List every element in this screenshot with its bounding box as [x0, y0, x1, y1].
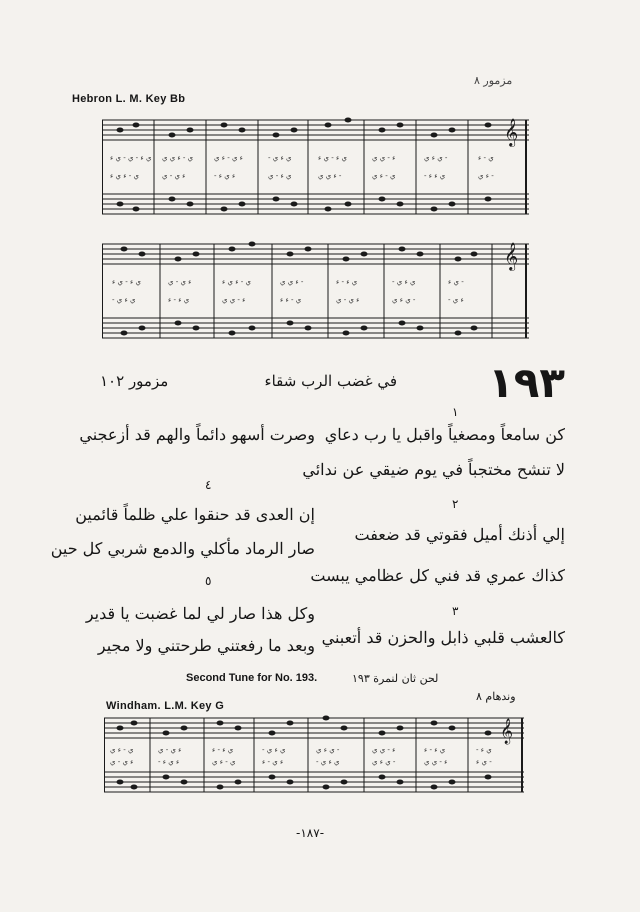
- page-number: -١٨٧-: [296, 826, 325, 840]
- music-system-1: [102, 108, 529, 228]
- verse-line: وكل هذا صار لي لما غضبت يا قدير: [85, 604, 315, 623]
- svg-text:ي ء - ء: ي ء - ء: [212, 746, 234, 754]
- svg-text:ء - ي ي: ء - ي ي: [424, 758, 448, 766]
- svg-text:- ي ء ي: - ي ء ي: [262, 746, 286, 754]
- svg-text:ي ء ي -: ي ء ي -: [424, 154, 448, 162]
- svg-text:ي ء - ي ء: ي ء - ي ء: [318, 154, 347, 162]
- svg-text:- ي ء ي: - ي ء ي: [392, 278, 416, 286]
- svg-text:ء ي - ي: ء ي - ي: [158, 746, 182, 754]
- psalm-reference: مزمور ١٠٢: [100, 372, 169, 390]
- svg-text:ي ء ي -: ي ء ي -: [372, 758, 396, 766]
- music-staff-2: [102, 232, 529, 352]
- verse-line: كن سامعاً ومصغياً واقبل يا رب دعاي: [324, 425, 565, 444]
- svg-text:ي ء ي -: ي ء ي -: [316, 746, 340, 754]
- svg-text:ي ء -: ي ء -: [448, 278, 464, 286]
- svg-text:ء - ي ي: ء - ي ي: [372, 746, 396, 754]
- hymn-number: ١٩٣: [488, 358, 565, 407]
- svg-text:ء ي - ء: ء ي - ء: [262, 758, 284, 766]
- verse-number: ١: [452, 405, 459, 419]
- svg-text:- ء ي: - ء ي: [448, 296, 464, 304]
- svg-text:- ي ء ي: - ي ء ي: [112, 296, 136, 304]
- tune-name-arabic: وندهام ٨: [476, 690, 516, 703]
- verse-line: كذاك عمري قد فني كل عظامي يبست: [310, 566, 565, 585]
- svg-text:ء ي - ي: ء ي - ي: [110, 758, 134, 766]
- tune-label: Hebron L. M. Key Bb: [72, 93, 186, 105]
- verse-number: ٤: [205, 478, 212, 492]
- svg-text:ي ء - ي: ي ء - ي: [268, 172, 292, 180]
- svg-text:ي ء - ي ء: ي ء - ي ء: [112, 278, 141, 286]
- verse-line: وصرت أسهو دائماً والهم قد أزعجني: [79, 425, 315, 444]
- svg-text:ء ي - ي: ء ي - ي: [336, 296, 360, 304]
- svg-text:ء ي ي -: ء ي ي -: [280, 278, 304, 286]
- svg-text:ي ء - ء: ي ء - ء: [168, 296, 190, 304]
- verse-number: ٥: [205, 574, 212, 588]
- svg-text:ي - ء ي ء: ي - ء ي ء: [110, 172, 139, 180]
- svg-text:ي ء ي -: ي ء ي -: [392, 296, 416, 304]
- second-tune-label-arabic: لحن ثان لنمرة ١٩٣: [352, 672, 439, 685]
- svg-text:- ي ء ي: - ي ء ي: [268, 154, 292, 162]
- svg-text:ء ي - ي: ء ي - ي: [162, 172, 186, 180]
- treble-clef-icon: 𝄞: [504, 118, 519, 146]
- music-staff-3: [104, 708, 524, 804]
- svg-text:ي ء - ء: ي ء - ء: [336, 278, 358, 286]
- svg-text:ي - ء ي: ي - ء ي: [372, 172, 396, 180]
- svg-text:ء ي -: ء ي -: [478, 172, 494, 180]
- treble-clef-icon: 𝄞: [500, 719, 514, 744]
- svg-text:ي - ء: ي - ء: [478, 154, 494, 162]
- svg-text:ي - ء ي: ي - ء ي: [212, 758, 236, 766]
- svg-text:ء - ي ي: ء - ي ي: [222, 296, 246, 304]
- svg-text:- ء ي ء: - ء ي ء: [214, 172, 236, 180]
- svg-text:- ي ء: - ي ء: [476, 746, 492, 754]
- svg-text:ي ء -: ي ء -: [476, 758, 492, 766]
- svg-text:ء ي - ي: ء ي - ي: [168, 278, 192, 286]
- tune-label: Windham. L.M. Key G: [106, 700, 225, 712]
- svg-text:- ي ء ء: - ي ء ء: [424, 172, 446, 180]
- svg-text:- ي ء ي: - ي ء ي: [316, 758, 340, 766]
- verse-line: صار الرماد مأكلي والدمع شربي كل حين: [50, 539, 315, 558]
- svg-text:ي - ء ء: ي - ء ء: [280, 296, 302, 304]
- corner-top-label: مزمور ٨: [474, 74, 513, 87]
- verse-line: كالعشب قلبي ذابل والحزن قد أتعبني: [321, 628, 565, 647]
- svg-text:ي - ء ي ء: ي - ء ي ء: [222, 278, 251, 286]
- svg-text:ي ء - ء: ي ء - ء: [424, 746, 446, 754]
- verse-line: إلي أذنك أميل فقوتي قد ضعفت: [354, 525, 565, 544]
- svg-text:ء ي - ء ي: ء ي - ء ي: [214, 154, 243, 162]
- verse-line: إن العدى قد حنقوا علي ظلماً قائمين: [75, 505, 315, 524]
- hymn-title: في غضب الرب شقاء: [264, 372, 397, 390]
- verse-line: لا تنشح مختجباً في يوم ضيقي عن ندائي: [302, 460, 565, 479]
- verse-line: وبعد ما رفعتني طرحتني ولا مجير: [97, 636, 315, 655]
- second-tune-label: Second Tune for No. 193.: [186, 672, 318, 684]
- hymn-header: [100, 358, 565, 407]
- verse-number: ٣: [452, 604, 459, 618]
- svg-text:- ء ي ء: - ء ي ء: [158, 758, 180, 766]
- svg-text:ء ي ي -: ء ي ي -: [318, 172, 342, 180]
- svg-text:ي - ء ي: ي - ء ي: [110, 746, 134, 754]
- svg-text:ي ء - ي - ي ء: ي ء - ي - ي ء: [110, 154, 152, 162]
- music-system-2: [102, 232, 529, 352]
- verse-number: ٢: [452, 497, 459, 511]
- svg-text:ء - ي ي: ء - ي ي: [372, 154, 396, 162]
- treble-clef-icon: 𝄞: [504, 242, 519, 270]
- music-staff-1: [102, 108, 529, 228]
- svg-text:ي - ء ي ي: ي - ء ي ي: [162, 154, 194, 162]
- music-system-3: [104, 708, 524, 804]
